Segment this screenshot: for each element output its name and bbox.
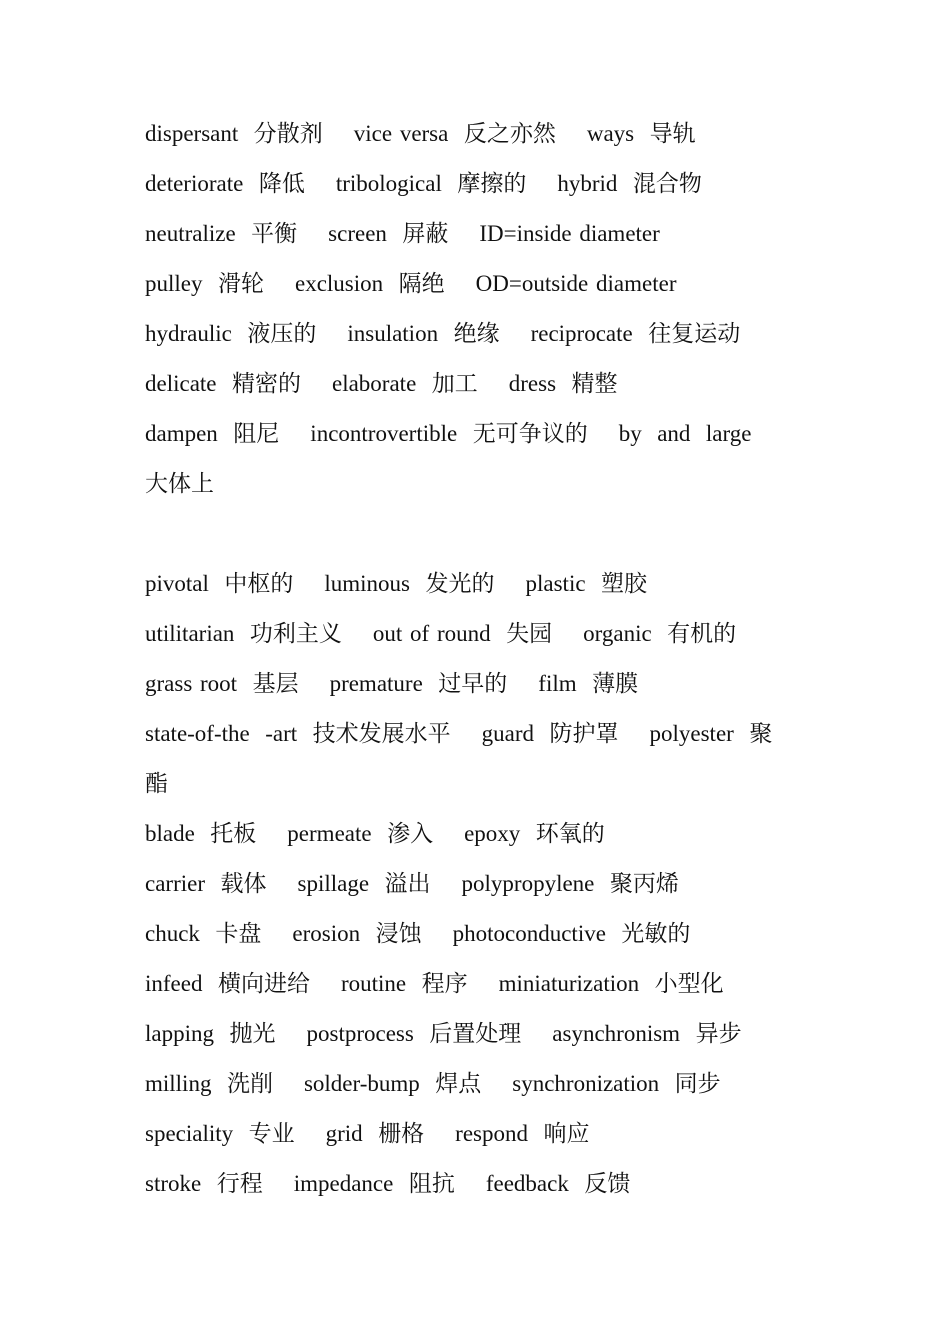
vocab-line: chuck 卡盘 erosion 浸蚀 photoconductive 光敏的 [145, 921, 691, 946]
vocab-line: neutralize 平衡 screen 屏蔽 ID=inside diameter [145, 221, 660, 246]
vocab-line: delicate 精密的 elaborate 加工 dress 精整 [145, 371, 618, 396]
vocab-line: stroke 行程 impedance 阻抗 feedback 反馈 [145, 1171, 631, 1196]
vocabulary-section-2 [145, 563, 810, 1213]
vocabulary-section-1 [145, 113, 810, 513]
vocab-line: hydraulic 液压的 insulation 绝缘 reciprocate 往复运动 [145, 321, 741, 346]
vocab-line: dampen 阻尼 incontrovertible 无可争议的 by and large [145, 421, 752, 446]
vocab-line: lapping 抛光 postprocess 后置处理 asynchronism 异步 [145, 1021, 742, 1046]
vocab-line: utilitarian 功利主义 out of round 失园 organic 有机的 [145, 621, 737, 646]
vocab-line: 大体上 [145, 471, 214, 496]
document-page [145, 113, 810, 1213]
vocab-line: speciality 专业 grid 栅格 respond 响应 [145, 1121, 590, 1146]
vocab-line: state-of-the -art 技术发展水平 guard 防护罩 polyester 聚 [145, 721, 773, 746]
vocab-line: milling 洗削 solder-bump 焊点 synchronization 同步 [145, 1071, 721, 1096]
vocab-line: infeed 横向进给 routine 程序 miniaturization 小型化 [145, 971, 724, 996]
vocab-line: pulley 滑轮 exclusion 隔绝 OD=outside diameter [145, 271, 677, 296]
vocab-line: blade 托板 permeate 渗入 epoxy 环氧的 [145, 821, 605, 846]
vocab-line: grass root 基层 premature 过早的 film 薄膜 [145, 671, 639, 696]
vocab-line: dispersant 分散剂 vice versa 反之亦然 ways 导轨 [145, 121, 696, 146]
vocab-line: deteriorate 降低 tribological 摩擦的 hybrid 混合物 [145, 171, 702, 196]
vocab-line: 酯 [145, 771, 168, 796]
vocab-line: carrier 载体 spillage 溢出 polypropylene 聚丙烯 [145, 871, 679, 896]
vocab-line: pivotal 中枢的 luminous 发光的 plastic 塑胶 [145, 571, 648, 596]
